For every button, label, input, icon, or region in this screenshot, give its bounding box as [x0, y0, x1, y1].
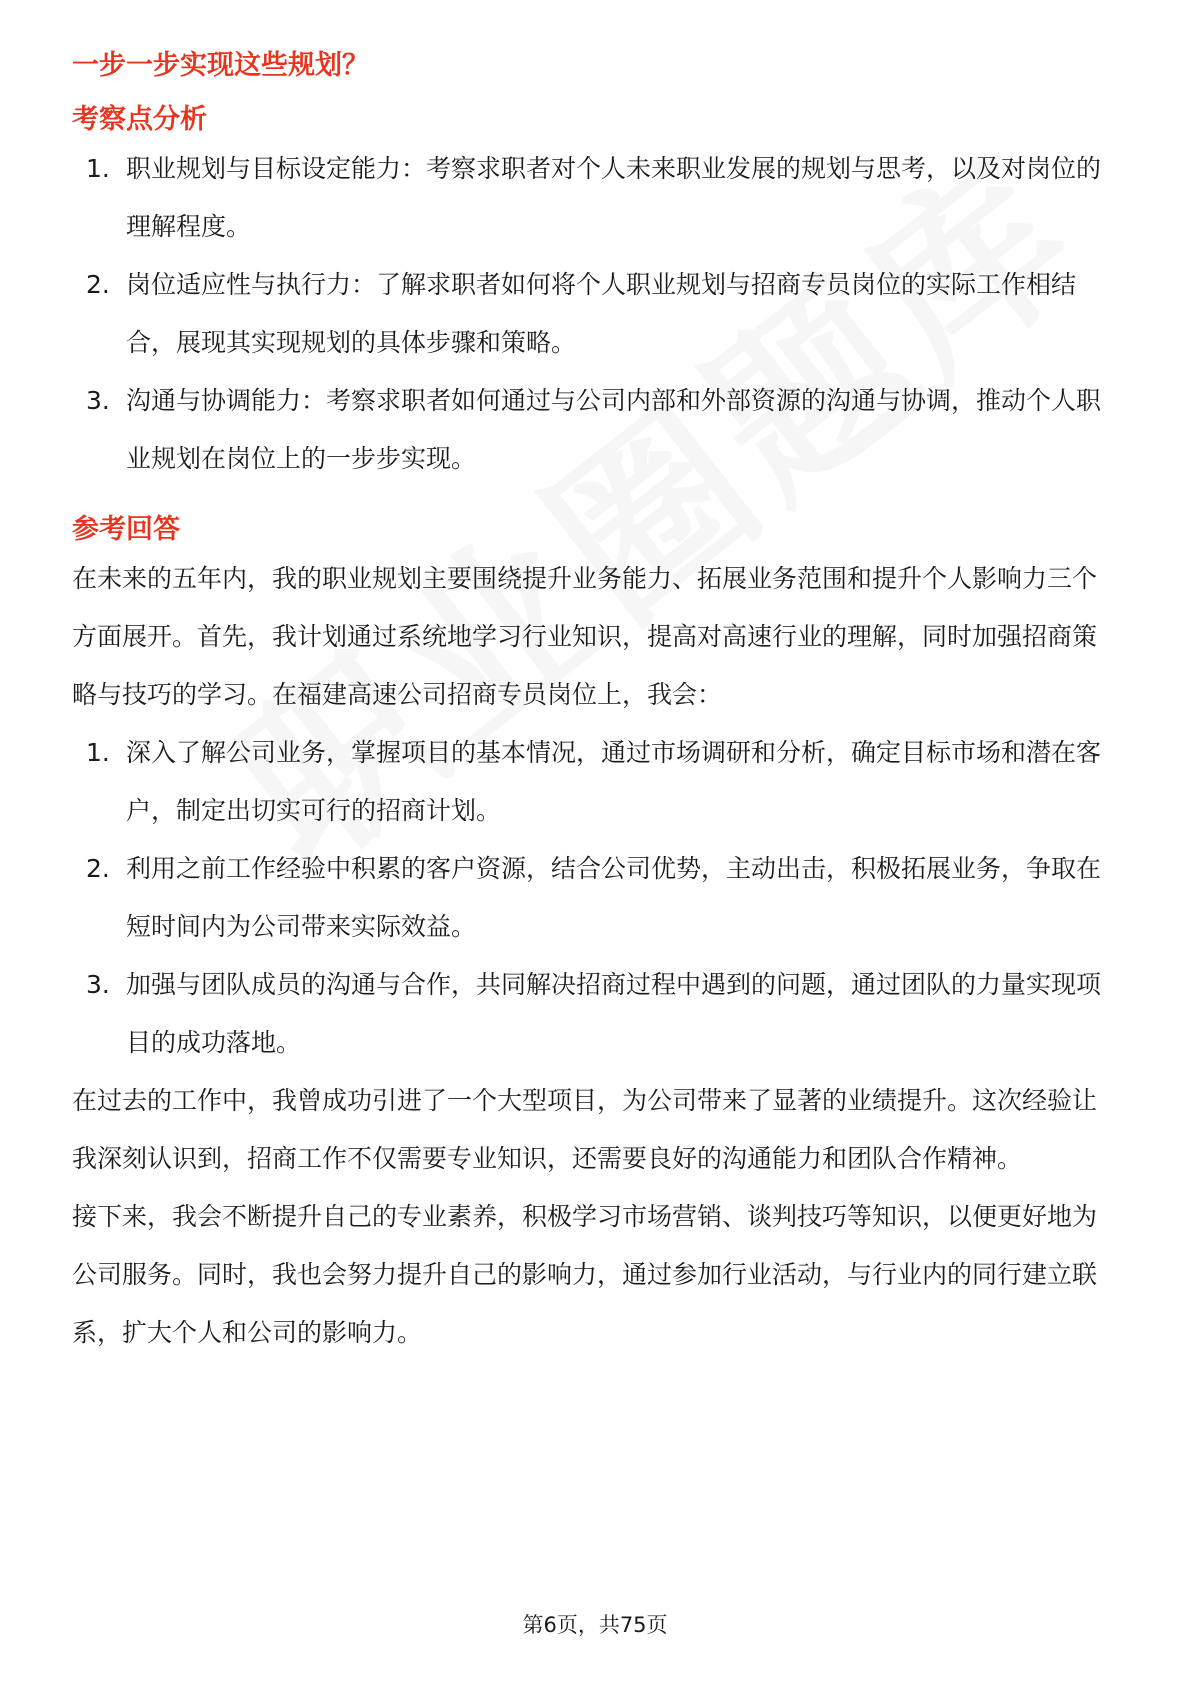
next-steps-paragraph: 接下来，我会不断提升自己的专业素养，积极学习市场营销、谈判技巧等知识，以便更好地为公司服务。同时，我也会努力提升自己的影响力，通过参加行业活动，与行业内的同行建立联系，扩大个人和公司的影响力。 [72, 1202, 1098, 1347]
list-number: 2. [86, 854, 110, 883]
list-item [72, 372, 1118, 488]
answer-intro-paragraph: 在未来的五年内，我的职业规划主要围绕提升业务能力、拓展业务范围和提升个人影响力三个方面展开。首先，我计划通过系统地学习行业知识，提高对高速行业的理解，同时加强招商策略与技巧的学习。在福建高速公司招商专员岗位上，我会： [72, 564, 1098, 709]
experience-paragraph: 在过去的工作中，我曾成功引进了一个大型项目，为公司带来了显著的业绩提升。这次经验让我深刻认识到，招商工作不仅需要专业知识，还需要良好的沟通能力和团队合作精神。 [72, 1086, 1098, 1173]
list-item [72, 724, 1118, 840]
answer-heading: 参考回答 [72, 514, 180, 545]
question-tail-heading: 一步一步实现这些规划？ [72, 50, 369, 81]
list-item-text: 深入了解公司业务，掌握项目的基本情况，通过市场调研和分析，确定目标市场和潜在客户，制定出切实可行的招商计划。 [126, 738, 1102, 825]
list-item [72, 256, 1118, 372]
list-number: 3. [86, 970, 110, 999]
answer-list [72, 724, 1118, 1072]
list-number: 1. [86, 738, 110, 767]
page-number: 第6页，共75页 [522, 1613, 668, 1637]
list-item [72, 140, 1118, 256]
list-item-text: 沟通与协调能力：考察求职者如何通过与公司内部和外部资源的沟通与协调，推动个人职业规划在岗位上的一步步实现。 [126, 386, 1102, 473]
list-item-text: 加强与团队成员的沟通与合作，共同解决招商过程中遇到的问题，通过团队的力量实现项目的成功落地。 [126, 970, 1102, 1057]
page-content [72, 46, 1118, 1362]
list-item-text: 岗位适应性与执行力：了解求职者如何将个人职业规划与招商专员岗位的实际工作相结合，展现其实现规划的具体步骤和策略。 [126, 270, 1077, 357]
analysis-heading: 考察点分析 [72, 104, 207, 135]
list-number: 3. [86, 386, 110, 415]
list-item [72, 840, 1118, 956]
list-item [72, 956, 1118, 1072]
analysis-list [72, 140, 1118, 488]
list-number: 2. [86, 270, 110, 299]
list-item-text: 利用之前工作经验中积累的客户资源，结合公司优势，主动出击，积极拓展业务，争取在短时间内为公司带来实际效益。 [126, 854, 1102, 941]
list-item-text: 职业规划与目标设定能力：考察求职者对个人未来职业发展的规划与思考，以及对岗位的理解程度。 [126, 154, 1102, 241]
list-number: 1. [86, 154, 110, 183]
